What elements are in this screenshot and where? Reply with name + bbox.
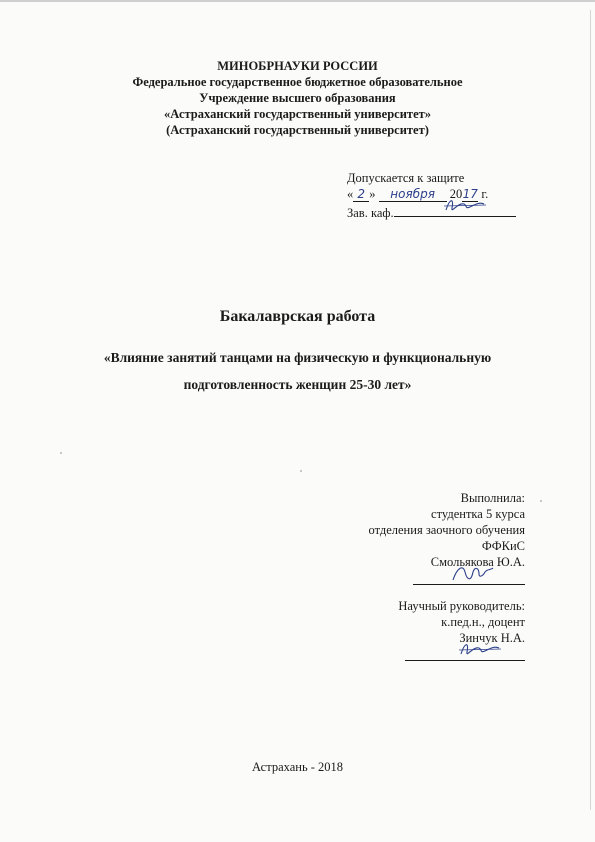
date-year-suffix: 17 <box>462 187 478 201</box>
institution-line-1: Федеральное государственное бюджетное образовательное <box>132 75 463 89</box>
approval-label: Допускается к защите <box>347 171 465 185</box>
date-quote-open: « <box>347 187 354 201</box>
head-signature-line <box>394 202 516 217</box>
scan-speck <box>60 452 62 454</box>
defense-approval-block <box>347 170 516 221</box>
supervisor-degree: к.пед.н., доцент <box>441 615 525 629</box>
head-of-department-label: Зав. каф. <box>347 206 394 220</box>
supervisor-label: Научный руководитель: <box>398 599 525 613</box>
head-signature <box>394 192 506 220</box>
scan-edge-top <box>0 0 595 2</box>
topic-line-2: подготовленность женщин 25-30 лет» <box>183 377 412 392</box>
thesis-topic <box>40 344 555 398</box>
date-day: 2 <box>353 187 369 202</box>
author-block <box>368 490 525 589</box>
author-signature-line <box>413 570 525 585</box>
topic-line-1: «Влияние занятий танцами на физическую и функциональную <box>103 350 492 365</box>
city-year: Астрахань - 2018 <box>251 760 344 774</box>
author-department: отделения заочного обучения <box>368 523 525 537</box>
ministry-line: МИНОБРНАУКИ РОССИИ <box>217 59 378 73</box>
author-course: студентка 5 курса <box>431 507 525 521</box>
supervisor-name: Зинчук Н.А. <box>459 631 525 645</box>
date-year-mark: г. <box>481 187 489 201</box>
university-name: «Астраханский государственный университет» <box>163 107 432 121</box>
date-year-prefix: 20 <box>449 187 463 201</box>
supervisor-signature-row <box>398 646 525 665</box>
scan-speck <box>300 470 302 472</box>
author-signature-row <box>368 570 525 589</box>
work-type-title: Бакалаврская работа <box>219 308 376 325</box>
date-month: ноября <box>379 187 447 202</box>
supervisor-signature <box>405 636 517 664</box>
institution-header <box>0 58 595 138</box>
head-of-department-line <box>347 202 516 221</box>
author-name: Смольякова Ю.А. <box>430 555 525 569</box>
author-label: Выполнила: <box>460 491 525 505</box>
author-signature <box>413 560 525 588</box>
author-faculty: ФФКиС <box>481 539 525 553</box>
university-short-name: (Астраханский государственный университет) <box>166 123 429 137</box>
scan-speck <box>540 500 542 502</box>
supervisor-block <box>398 598 525 665</box>
date-quote-close: » <box>369 187 376 201</box>
institution-line-2: Учреждение высшего образования <box>199 91 396 105</box>
supervisor-signature-line <box>405 646 525 661</box>
